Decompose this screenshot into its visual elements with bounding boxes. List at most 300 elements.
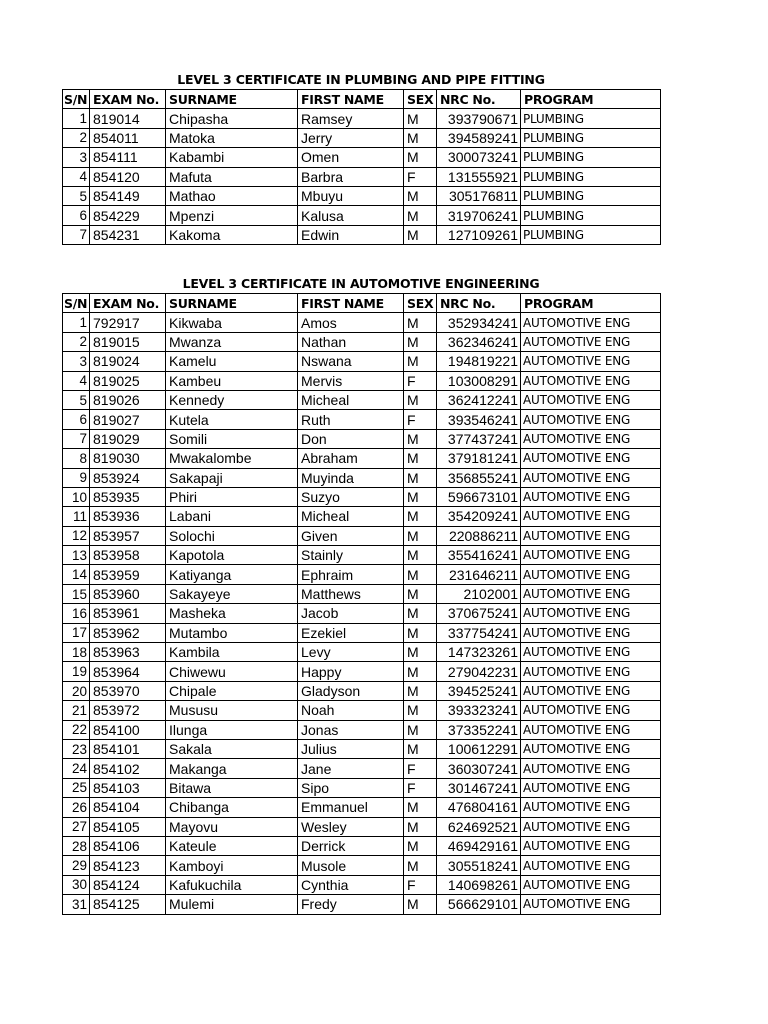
sn-cell: 5	[63, 390, 90, 409]
exam-no-cell: 854105	[90, 817, 166, 836]
sn-cell: 3	[63, 352, 90, 371]
program-cell: AUTOMOTIVE ENG	[521, 681, 661, 700]
nrc-no-cell: 194819221	[437, 352, 521, 371]
exam-no-cell: 819015	[90, 332, 166, 351]
sn-cell: 2	[63, 332, 90, 351]
sex-cell: M	[404, 429, 437, 448]
nrc-no-cell: 394525241	[437, 681, 521, 700]
header-row	[63, 294, 661, 313]
table-row	[63, 701, 661, 720]
program-cell: AUTOMOTIVE ENG	[521, 759, 661, 778]
first-name-cell: Edwin	[298, 225, 404, 244]
sn-cell: 24	[63, 759, 90, 778]
table-row	[63, 186, 661, 205]
nrc-no-cell: 373352241	[437, 720, 521, 739]
program-cell: AUTOMOTIVE ENG	[521, 449, 661, 468]
sex-cell: M	[404, 128, 437, 147]
nrc-no-cell: 377437241	[437, 429, 521, 448]
exam-no-cell: 819014	[90, 109, 166, 128]
table-row	[63, 643, 661, 662]
surname-cell: Masheka	[166, 604, 298, 623]
program-cell: AUTOMOTIVE ENG	[521, 643, 661, 662]
nrc-no-cell: 596673101	[437, 487, 521, 506]
sex-cell: M	[404, 643, 437, 662]
surname-cell: Makanga	[166, 759, 298, 778]
program-cell: PLUMBING	[521, 167, 661, 186]
exam-no-cell: 853960	[90, 584, 166, 603]
program-cell: AUTOMOTIVE ENG	[521, 546, 661, 565]
sex-cell: M	[404, 798, 437, 817]
program-cell: AUTOMOTIVE ENG	[521, 410, 661, 429]
sn-cell: 11	[63, 507, 90, 526]
exam-no-cell: 853957	[90, 526, 166, 545]
exam-no-cell: 854103	[90, 778, 166, 797]
column-header: NRC No.	[437, 90, 521, 109]
nrc-no-cell: 127109261	[437, 225, 521, 244]
column-header: S/N	[63, 90, 90, 109]
exam-no-cell: 853963	[90, 643, 166, 662]
program-cell: AUTOMOTIVE ENG	[521, 468, 661, 487]
program-cell: PLUMBING	[521, 128, 661, 147]
nrc-no-cell: 300073241	[437, 148, 521, 167]
exam-no-cell: 819024	[90, 352, 166, 371]
automotive-section	[62, 275, 660, 915]
table-row	[63, 468, 661, 487]
surname-cell: Kutela	[166, 410, 298, 429]
table-row	[63, 429, 661, 448]
first-name-cell: Sipo	[298, 778, 404, 797]
nrc-no-cell: 279042231	[437, 662, 521, 681]
column-header: SEX	[404, 294, 437, 313]
sn-cell: 7	[63, 429, 90, 448]
first-name-cell: Micheal	[298, 390, 404, 409]
program-cell: AUTOMOTIVE ENG	[521, 487, 661, 506]
sex-cell: M	[404, 313, 437, 332]
table-row	[63, 836, 661, 855]
table-row	[63, 526, 661, 545]
nrc-no-cell: 355416241	[437, 546, 521, 565]
program-cell: AUTOMOTIVE ENG	[521, 371, 661, 390]
sn-cell: 10	[63, 487, 90, 506]
program-cell: AUTOMOTIVE ENG	[521, 836, 661, 855]
surname-cell: Katiyanga	[166, 565, 298, 584]
sn-cell: 31	[63, 895, 90, 914]
nrc-no-cell: 337754241	[437, 623, 521, 642]
section-title: LEVEL 3 CERTIFICATE IN AUTOMOTIVE ENGINEERING	[182, 276, 540, 291]
surname-cell: Chiwewu	[166, 662, 298, 681]
surname-cell: Labani	[166, 507, 298, 526]
table-row	[63, 584, 661, 603]
nrc-no-cell: 2102001	[437, 584, 521, 603]
nrc-no-cell: 370675241	[437, 604, 521, 623]
sex-cell: M	[404, 109, 437, 128]
surname-cell: Somili	[166, 429, 298, 448]
exam-no-cell: 853958	[90, 546, 166, 565]
sn-cell: 27	[63, 817, 90, 836]
first-name-cell: Mervis	[298, 371, 404, 390]
program-cell: PLUMBING	[521, 148, 661, 167]
sn-cell: 17	[63, 623, 90, 642]
first-name-cell: Fredy	[298, 895, 404, 914]
exam-no-cell: 854120	[90, 167, 166, 186]
sex-cell: M	[404, 468, 437, 487]
exam-no-cell: 853935	[90, 487, 166, 506]
program-cell: AUTOMOTIVE ENG	[521, 390, 661, 409]
surname-cell: Sakayeye	[166, 584, 298, 603]
exam-no-cell: 854149	[90, 186, 166, 205]
sex-cell: M	[404, 332, 437, 351]
table-row	[63, 206, 661, 225]
exam-no-cell: 819030	[90, 449, 166, 468]
exam-no-cell: 819026	[90, 390, 166, 409]
nrc-no-cell: 147323261	[437, 643, 521, 662]
sn-cell: 22	[63, 720, 90, 739]
exam-no-cell: 853970	[90, 681, 166, 700]
first-name-cell: Ezekiel	[298, 623, 404, 642]
table-row	[63, 507, 661, 526]
sn-cell: 15	[63, 584, 90, 603]
surname-cell: Mwakalombe	[166, 449, 298, 468]
plumbing-section	[62, 71, 660, 245]
program-cell: PLUMBING	[521, 225, 661, 244]
table-row	[63, 332, 661, 351]
exam-no-cell: 854011	[90, 128, 166, 147]
sex-cell: F	[404, 371, 437, 390]
surname-cell: Mulemi	[166, 895, 298, 914]
column-header: NRC No.	[437, 294, 521, 313]
column-header: FIRST NAME	[298, 90, 404, 109]
surname-cell: Chibanga	[166, 798, 298, 817]
exam-no-cell: 854100	[90, 720, 166, 739]
program-cell: AUTOMOTIVE ENG	[521, 313, 661, 332]
column-header: PROGRAM	[521, 294, 661, 313]
surname-cell: Kambeu	[166, 371, 298, 390]
sex-cell: M	[404, 225, 437, 244]
first-name-cell: Nswana	[298, 352, 404, 371]
program-cell: AUTOMOTIVE ENG	[521, 817, 661, 836]
table-row	[63, 148, 661, 167]
surname-cell: Mpenzi	[166, 206, 298, 225]
exam-no-cell: 854229	[90, 206, 166, 225]
program-cell: AUTOMOTIVE ENG	[521, 798, 661, 817]
first-name-cell: Matthews	[298, 584, 404, 603]
nrc-no-cell: 100612291	[437, 739, 521, 758]
sex-cell: F	[404, 167, 437, 186]
sn-cell: 26	[63, 798, 90, 817]
header-row	[63, 90, 661, 109]
table-row	[63, 739, 661, 758]
table-row	[63, 759, 661, 778]
surname-cell: Kikwaba	[166, 313, 298, 332]
sex-cell: M	[404, 701, 437, 720]
sn-cell: 14	[63, 565, 90, 584]
sex-cell: M	[404, 507, 437, 526]
table-row	[63, 371, 661, 390]
first-name-cell: Ephraim	[298, 565, 404, 584]
program-cell: AUTOMOTIVE ENG	[521, 720, 661, 739]
first-name-cell: Happy	[298, 662, 404, 681]
program-cell: AUTOMOTIVE ENG	[521, 332, 661, 351]
table-row	[63, 449, 661, 468]
column-header: S/N	[63, 294, 90, 313]
exam-no-cell: 854124	[90, 875, 166, 894]
table-row	[63, 798, 661, 817]
sex-cell: M	[404, 487, 437, 506]
surname-cell: Kabambi	[166, 148, 298, 167]
nrc-no-cell: 131555921	[437, 167, 521, 186]
program-cell: AUTOMOTIVE ENG	[521, 507, 661, 526]
program-cell: AUTOMOTIVE ENG	[521, 895, 661, 914]
exam-no-cell: 854106	[90, 836, 166, 855]
first-name-cell: Given	[298, 526, 404, 545]
exam-no-cell: 792917	[90, 313, 166, 332]
sn-cell: 29	[63, 856, 90, 875]
program-cell: AUTOMOTIVE ENG	[521, 701, 661, 720]
table-row	[63, 720, 661, 739]
program-cell: AUTOMOTIVE ENG	[521, 778, 661, 797]
program-cell: AUTOMOTIVE ENG	[521, 565, 661, 584]
table-row	[63, 681, 661, 700]
nrc-no-cell: 362346241	[437, 332, 521, 351]
exam-no-cell: 819027	[90, 410, 166, 429]
sn-cell: 5	[63, 186, 90, 205]
table-row	[63, 390, 661, 409]
nrc-no-cell: 379181241	[437, 449, 521, 468]
column-header: SEX	[404, 90, 437, 109]
first-name-cell: Gladyson	[298, 681, 404, 700]
nrc-no-cell: 394589241	[437, 128, 521, 147]
nrc-no-cell: 319706241	[437, 206, 521, 225]
surname-cell: Sakapaji	[166, 468, 298, 487]
first-name-cell: Levy	[298, 643, 404, 662]
exam-no-cell: 853924	[90, 468, 166, 487]
nrc-no-cell: 393790671	[437, 109, 521, 128]
nrc-no-cell: 356855241	[437, 468, 521, 487]
program-cell: AUTOMOTIVE ENG	[521, 352, 661, 371]
surname-cell: Phiri	[166, 487, 298, 506]
table-row	[63, 875, 661, 894]
nrc-no-cell: 566629101	[437, 895, 521, 914]
sex-cell: M	[404, 662, 437, 681]
exam-no-cell: 853961	[90, 604, 166, 623]
sex-cell: M	[404, 739, 437, 758]
table-row	[63, 895, 661, 914]
program-cell: AUTOMOTIVE ENG	[521, 875, 661, 894]
first-name-cell: Mbuyu	[298, 186, 404, 205]
results-table	[62, 89, 661, 245]
sex-cell: M	[404, 817, 437, 836]
sex-cell: M	[404, 604, 437, 623]
sn-cell: 8	[63, 449, 90, 468]
column-header: SURNAME	[166, 294, 298, 313]
table-row	[63, 604, 661, 623]
surname-cell: Matoka	[166, 128, 298, 147]
sex-cell: F	[404, 410, 437, 429]
first-name-cell: Nathan	[298, 332, 404, 351]
sn-cell: 30	[63, 875, 90, 894]
sex-cell: M	[404, 856, 437, 875]
sex-cell: M	[404, 390, 437, 409]
column-header: EXAM No.	[90, 90, 166, 109]
exam-no-cell: 854104	[90, 798, 166, 817]
column-header: SURNAME	[166, 90, 298, 109]
exam-no-cell: 854123	[90, 856, 166, 875]
table-row	[63, 352, 661, 371]
exam-no-cell: 853964	[90, 662, 166, 681]
program-cell: PLUMBING	[521, 206, 661, 225]
sn-cell: 9	[63, 468, 90, 487]
first-name-cell: Suzyo	[298, 487, 404, 506]
first-name-cell: Omen	[298, 148, 404, 167]
nrc-no-cell: 476804161	[437, 798, 521, 817]
sn-cell: 13	[63, 546, 90, 565]
exam-no-cell: 854231	[90, 225, 166, 244]
nrc-no-cell: 360307241	[437, 759, 521, 778]
sn-cell: 1	[63, 109, 90, 128]
sex-cell: M	[404, 148, 437, 167]
first-name-cell: Julius	[298, 739, 404, 758]
exam-no-cell: 819029	[90, 429, 166, 448]
sn-cell: 23	[63, 739, 90, 758]
first-name-cell: Emmanuel	[298, 798, 404, 817]
surname-cell: Sakala	[166, 739, 298, 758]
surname-cell: Kateule	[166, 836, 298, 855]
surname-cell: Bitawa	[166, 778, 298, 797]
first-name-cell: Don	[298, 429, 404, 448]
sn-cell: 1	[63, 313, 90, 332]
sex-cell: M	[404, 681, 437, 700]
nrc-no-cell: 103008291	[437, 371, 521, 390]
column-header: EXAM No.	[90, 294, 166, 313]
surname-cell: Mususu	[166, 701, 298, 720]
exam-no-cell: 854102	[90, 759, 166, 778]
table-row	[63, 225, 661, 244]
table-row	[63, 662, 661, 681]
sn-cell: 28	[63, 836, 90, 855]
surname-cell: Kambila	[166, 643, 298, 662]
first-name-cell: Jacob	[298, 604, 404, 623]
exam-no-cell: 853972	[90, 701, 166, 720]
program-cell: AUTOMOTIVE ENG	[521, 662, 661, 681]
nrc-no-cell: 305176811	[437, 186, 521, 205]
sn-cell: 4	[63, 371, 90, 390]
sex-cell: F	[404, 778, 437, 797]
surname-cell: Mayovu	[166, 817, 298, 836]
sn-cell: 2	[63, 128, 90, 147]
sn-cell: 6	[63, 410, 90, 429]
surname-cell: Chipasha	[166, 109, 298, 128]
exam-no-cell: 853959	[90, 565, 166, 584]
sn-cell: 20	[63, 681, 90, 700]
sex-cell: M	[404, 720, 437, 739]
nrc-no-cell: 140698261	[437, 875, 521, 894]
sn-cell: 21	[63, 701, 90, 720]
surname-cell: Kafukuchila	[166, 875, 298, 894]
sex-cell: M	[404, 449, 437, 468]
sex-cell: M	[404, 546, 437, 565]
surname-cell: Mutambo	[166, 623, 298, 642]
first-name-cell: Jonas	[298, 720, 404, 739]
first-name-cell: Kalusa	[298, 206, 404, 225]
first-name-cell: Stainly	[298, 546, 404, 565]
nrc-no-cell: 354209241	[437, 507, 521, 526]
sex-cell: M	[404, 565, 437, 584]
sex-cell: F	[404, 875, 437, 894]
sn-cell: 12	[63, 526, 90, 545]
table-row	[63, 109, 661, 128]
sn-cell: 3	[63, 148, 90, 167]
program-cell: AUTOMOTIVE ENG	[521, 604, 661, 623]
table-row	[63, 128, 661, 147]
column-header: FIRST NAME	[298, 294, 404, 313]
program-cell: AUTOMOTIVE ENG	[521, 623, 661, 642]
table-row	[63, 487, 661, 506]
sex-cell: M	[404, 584, 437, 603]
first-name-cell: Amos	[298, 313, 404, 332]
exam-no-cell: 819025	[90, 371, 166, 390]
exam-no-cell: 854111	[90, 148, 166, 167]
sn-cell: 7	[63, 225, 90, 244]
sn-cell: 6	[63, 206, 90, 225]
first-name-cell: Cynthia	[298, 875, 404, 894]
sex-cell: M	[404, 206, 437, 225]
surname-cell: Chipale	[166, 681, 298, 700]
surname-cell: Mwanza	[166, 332, 298, 351]
program-cell: AUTOMOTIVE ENG	[521, 526, 661, 545]
table-row	[63, 410, 661, 429]
section-title: LEVEL 3 CERTIFICATE IN PLUMBING AND PIPE FITTING	[177, 72, 545, 87]
first-name-cell: Abraham	[298, 449, 404, 468]
nrc-no-cell: 624692521	[437, 817, 521, 836]
first-name-cell: Ruth	[298, 410, 404, 429]
table-row	[63, 623, 661, 642]
surname-cell: Kakoma	[166, 225, 298, 244]
surname-cell: Ilunga	[166, 720, 298, 739]
sex-cell: M	[404, 836, 437, 855]
sex-cell: M	[404, 623, 437, 642]
exam-no-cell: 854101	[90, 739, 166, 758]
first-name-cell: Derrick	[298, 836, 404, 855]
surname-cell: Kamelu	[166, 352, 298, 371]
first-name-cell: Wesley	[298, 817, 404, 836]
sn-cell: 19	[63, 662, 90, 681]
sn-cell: 25	[63, 778, 90, 797]
nrc-no-cell: 393546241	[437, 410, 521, 429]
nrc-no-cell: 305518241	[437, 856, 521, 875]
first-name-cell: Musole	[298, 856, 404, 875]
first-name-cell: Jane	[298, 759, 404, 778]
exam-no-cell: 853962	[90, 623, 166, 642]
exam-no-cell: 853936	[90, 507, 166, 526]
first-name-cell: Muyinda	[298, 468, 404, 487]
first-name-cell: Ramsey	[298, 109, 404, 128]
first-name-cell: Micheal	[298, 507, 404, 526]
program-cell: AUTOMOTIVE ENG	[521, 739, 661, 758]
sex-cell: F	[404, 759, 437, 778]
program-cell: AUTOMOTIVE ENG	[521, 429, 661, 448]
table-row	[63, 546, 661, 565]
program-cell: AUTOMOTIVE ENG	[521, 856, 661, 875]
nrc-no-cell: 352934241	[437, 313, 521, 332]
nrc-no-cell: 362412241	[437, 390, 521, 409]
surname-cell: Solochi	[166, 526, 298, 545]
results-table	[62, 293, 661, 915]
nrc-no-cell: 220886211	[437, 526, 521, 545]
nrc-no-cell: 231646211	[437, 565, 521, 584]
sex-cell: M	[404, 895, 437, 914]
table-row	[63, 817, 661, 836]
column-header: PROGRAM	[521, 90, 661, 109]
